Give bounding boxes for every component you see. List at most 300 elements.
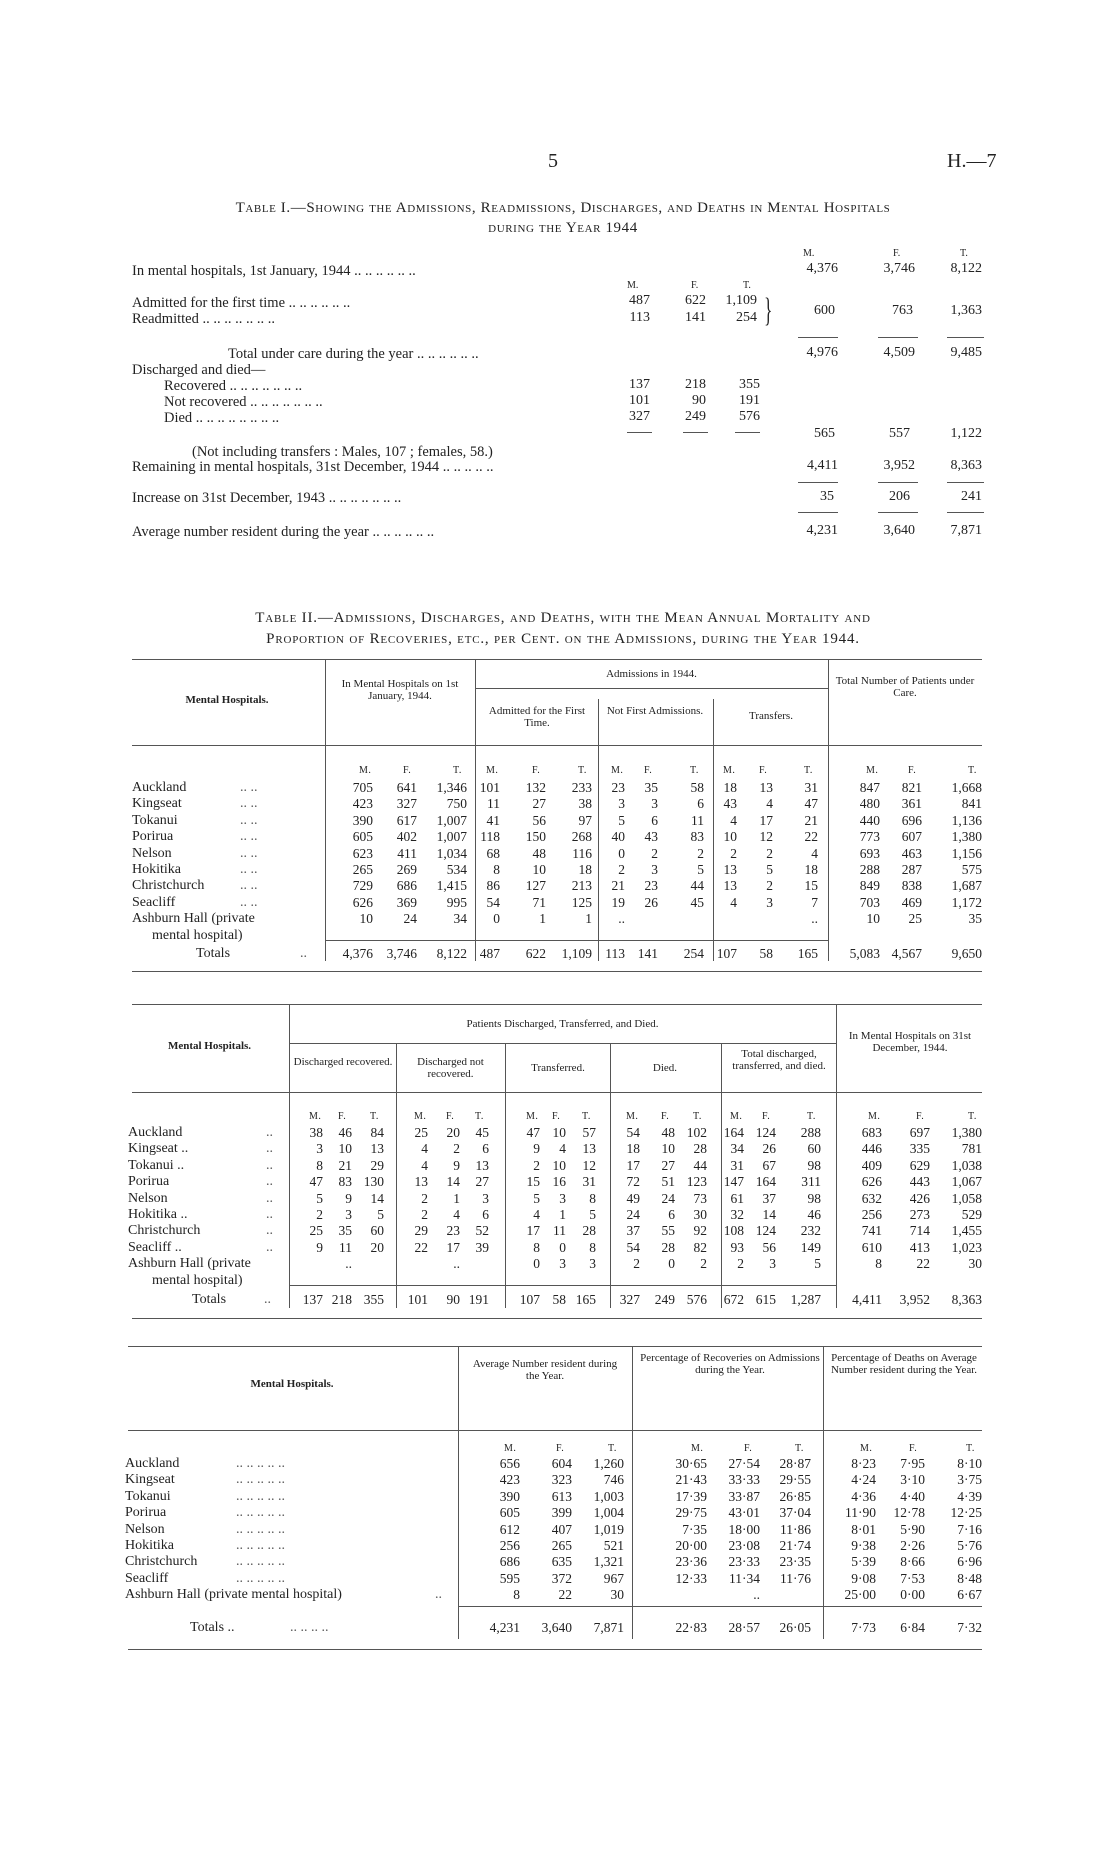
p2-cell: 130 xyxy=(363,1174,384,1190)
p2-cell: 1,380 xyxy=(951,1125,982,1140)
p3-mft: F. xyxy=(556,1443,565,1454)
p1-cell: 97 xyxy=(578,812,592,828)
p3-cell: 12·33 xyxy=(675,1570,707,1586)
p1-cell: 18 xyxy=(804,862,818,877)
p1-mft: M. xyxy=(486,765,499,776)
p1-cell: 617 xyxy=(396,812,417,828)
p2-cell: 31 xyxy=(582,1174,596,1190)
p3-hospital-name: Kingseat xyxy=(125,1472,175,1488)
p2-cell: 92 xyxy=(693,1223,707,1239)
p2-col-hospitals: Mental Hospitals. xyxy=(167,1040,252,1052)
p3-hospital-name: Auckland xyxy=(125,1456,180,1471)
p2-cell: 4 xyxy=(533,1207,540,1222)
p2-cell: 4 xyxy=(453,1207,460,1222)
total-m: 4,976 xyxy=(806,345,838,360)
row-dd-label: Discharged and died— xyxy=(132,362,266,378)
p2-mft: F. xyxy=(661,1111,670,1122)
p1-cell: 2 xyxy=(730,845,737,861)
p2-mft: T. xyxy=(807,1111,816,1122)
first-t: 1,109 xyxy=(725,293,757,308)
p3-cell: 8·10 xyxy=(957,1456,982,1471)
p1-hospital-name: Seacliff xyxy=(132,894,176,910)
p2-cell: 14 xyxy=(762,1207,776,1222)
readm-f: 141 xyxy=(685,310,706,325)
p2-cell: 16 xyxy=(552,1174,566,1190)
start-f: 3,746 xyxy=(883,261,915,276)
p2-cell: 123 xyxy=(686,1174,707,1190)
p3-cell: 1,004 xyxy=(593,1505,624,1521)
p1-cell: 4 xyxy=(766,796,773,812)
p3-cell: 30 xyxy=(610,1587,624,1603)
p1-cell: 13 xyxy=(723,878,737,894)
table2-title-line2: Proportion of Recoveries, etc., per Cent. on the Admissions, during the Year 1944. xyxy=(266,631,860,647)
p1-dots: .. xyxy=(300,946,307,961)
p1-hospital-name: Auckland xyxy=(132,780,187,795)
p1-col-care: Total Number of Patients under Care. xyxy=(835,675,975,699)
p2-cell: 30 xyxy=(968,1256,982,1272)
p3-mft: F. xyxy=(909,1443,918,1454)
p1-cell: 327 xyxy=(396,796,417,812)
p3-mft: M. xyxy=(504,1443,517,1454)
p1-cell: 1,668 xyxy=(951,780,982,795)
p1-cell: 841 xyxy=(961,796,982,812)
p2-cell: 44 xyxy=(693,1157,707,1173)
p2-cell: 311 xyxy=(801,1174,821,1190)
p1-cell: 288 xyxy=(859,862,880,877)
p2-total-cell: 327 xyxy=(619,1292,640,1307)
p2-cell: 11 xyxy=(339,1239,352,1255)
p1-total-cell: 1,109 xyxy=(561,946,592,961)
p1-cell: 626 xyxy=(352,894,373,910)
p3-cell: 22 xyxy=(558,1587,572,1603)
p2-total-cell: 58 xyxy=(552,1292,566,1307)
p2-cell: 51 xyxy=(661,1174,675,1190)
p1-cell: 361 xyxy=(901,796,922,812)
p2-mft: M. xyxy=(414,1111,427,1122)
p2-cell: 1 xyxy=(559,1207,566,1222)
p2-cell: 11 xyxy=(553,1223,566,1239)
p2-cell: 21 xyxy=(338,1157,352,1173)
p3-cell: 23·36 xyxy=(675,1554,707,1570)
p1-cell: 1 xyxy=(539,911,546,927)
rule xyxy=(947,482,984,483)
p3-hospital-name: Ashburn Hall (private mental hospital) xyxy=(125,1587,342,1603)
p3-cell: 29·55 xyxy=(779,1472,811,1488)
p1-cell: 101 xyxy=(479,780,500,795)
part1-header-rule xyxy=(132,745,982,746)
p2-total-cell: 101 xyxy=(407,1292,428,1307)
p1-cell: 402 xyxy=(396,829,417,845)
p1-mft: M. xyxy=(866,765,879,776)
p2-mft: T. xyxy=(475,1111,484,1122)
p3-mft: F. xyxy=(744,1443,753,1454)
p1-cell: 48 xyxy=(532,845,546,861)
p2-cell: 288 xyxy=(800,1125,821,1140)
p2-cell: 8 xyxy=(589,1239,596,1255)
p1-cell: 3 xyxy=(618,796,625,812)
p3-cell: 7·16 xyxy=(957,1521,982,1537)
p2-cell: 8 xyxy=(589,1190,596,1206)
row-avg-label: Average number resident during the year .. .. .. .. .. .. xyxy=(132,524,435,540)
p1-cell: 6 xyxy=(651,812,658,828)
rule xyxy=(475,688,828,689)
p1-cell: 696 xyxy=(901,812,922,828)
rem-m: 4,411 xyxy=(807,458,838,473)
p1-cell: 45 xyxy=(690,894,704,910)
p2-cell: 3 xyxy=(316,1141,323,1157)
p1-cell: 27 xyxy=(532,796,546,812)
p3-cell: 17·39 xyxy=(675,1488,707,1504)
p2-cell: 409 xyxy=(861,1157,882,1173)
p3-cell: 5·76 xyxy=(957,1538,982,1553)
p2-col-end: In Mental Hospitals on 31st December, 1944. xyxy=(848,1030,972,1054)
p3-cell: 2·26 xyxy=(900,1538,925,1553)
p1-cell: 43 xyxy=(723,796,737,812)
total-f: 4,509 xyxy=(883,345,915,360)
part2-bottom-rule xyxy=(132,1318,982,1319)
p3-cell: 7·35 xyxy=(682,1521,707,1537)
adm-tot-m: 600 xyxy=(814,303,835,318)
p1-cell: 1,380 xyxy=(951,829,982,845)
p1-cell: 1,172 xyxy=(951,894,982,910)
p3-cell: 8·23 xyxy=(851,1456,876,1471)
p1-total-cell: 165 xyxy=(797,946,818,961)
p2-cell: 426 xyxy=(909,1190,930,1206)
p2-hospital-name: Hokitika .. xyxy=(128,1207,188,1222)
p2-col-died: Died. xyxy=(652,1062,678,1074)
brace: } xyxy=(764,292,773,329)
p3-cell: 746 xyxy=(603,1472,624,1488)
p1-cell: 469 xyxy=(901,894,922,910)
p2-cell: 14 xyxy=(446,1174,460,1190)
p2-cell: .. xyxy=(453,1256,460,1272)
p3-col-death: Percentage of Deaths on Average Number resident during the Year. xyxy=(830,1352,978,1376)
p3-cell: 613 xyxy=(551,1488,572,1504)
p1-cell: 3 xyxy=(766,894,773,910)
p2-cell: 47 xyxy=(309,1174,323,1190)
p1-cell: .. xyxy=(618,911,625,927)
vrule xyxy=(458,1346,459,1639)
p1-cell: 463 xyxy=(901,845,922,861)
p2-cell: 5 xyxy=(377,1207,384,1222)
p3-dots: .. .. .. .. .. xyxy=(236,1538,285,1553)
p3-hospital-name: Porirua xyxy=(125,1505,167,1521)
p1-total-cell: 107 xyxy=(716,946,737,961)
p2-cell: 10 xyxy=(661,1141,675,1157)
p2-cell: 232 xyxy=(800,1223,821,1239)
p2-cell: 8 xyxy=(316,1157,323,1173)
p1-cell: .. xyxy=(811,911,818,927)
died-t: 576 xyxy=(739,409,760,424)
p3-col-hospitals: Mental Hospitals. xyxy=(250,1378,334,1390)
p2-cell: 1,058 xyxy=(951,1190,982,1206)
p1-cell: 641 xyxy=(396,780,417,795)
p2-cell: 2 xyxy=(316,1207,323,1222)
p2-dots: .. xyxy=(266,1207,273,1222)
p1-cell: 0 xyxy=(493,911,500,927)
p2-total-cell: 3,952 xyxy=(899,1292,930,1307)
p3-total-cell: 4,231 xyxy=(489,1620,520,1635)
p2-mft: M. xyxy=(868,1111,881,1122)
p3-cell: 8·48 xyxy=(957,1570,982,1586)
p1-cell: 2 xyxy=(651,845,658,861)
p2-mft: M. xyxy=(309,1111,322,1122)
p2-cell: 82 xyxy=(693,1239,707,1255)
p3-cell: 604 xyxy=(551,1456,572,1471)
p2-cell: 93 xyxy=(730,1239,744,1255)
p1-cell: 10 xyxy=(723,829,737,845)
p1-cell: 116 xyxy=(572,845,592,861)
p1-cell: 54 xyxy=(486,894,500,910)
nrec-m: 101 xyxy=(629,393,650,408)
p2-mft: T. xyxy=(582,1111,591,1122)
table2-title-line1: Table II.—Admissions, Discharges, and Deaths, with the Mean Annual Mortality and xyxy=(255,610,871,626)
rule xyxy=(798,512,838,513)
p2-cell: 2 xyxy=(453,1141,460,1157)
p2-cell: 335 xyxy=(909,1141,930,1157)
dd-tot-m: 565 xyxy=(814,426,835,441)
p1-hospital-name: Christchurch xyxy=(132,878,205,894)
died-f: 249 xyxy=(685,409,706,424)
p2-cell: 3 xyxy=(559,1190,566,1206)
p1-cell: 729 xyxy=(352,878,373,894)
p1-cell: 1,136 xyxy=(951,812,982,828)
p1-cell: 5 xyxy=(618,812,625,828)
part2-top-rule xyxy=(132,1004,982,1005)
p3-cell: 323 xyxy=(551,1472,572,1488)
p2-cell: 626 xyxy=(861,1174,882,1190)
p2-dots: .. xyxy=(266,1190,273,1206)
p2-cell: 108 xyxy=(723,1223,744,1239)
p1-cell: 2 xyxy=(618,862,625,877)
p3-col-rec: Percentage of Recoveries on Admissions during the Year. xyxy=(640,1352,820,1376)
p1-mft: F. xyxy=(908,765,917,776)
p1-total-cell: 4,567 xyxy=(891,946,922,961)
first-m: 487 xyxy=(629,293,650,308)
p1-col-first: Admitted for the First Time. xyxy=(488,705,586,729)
p1-mft: F. xyxy=(403,765,412,776)
rem-t: 8,363 xyxy=(950,458,982,473)
row-inc-label: Increase on 31st December, 1943 .. .. .. .. .. .. .. xyxy=(132,490,402,506)
p2-cell: 610 xyxy=(861,1239,882,1255)
p2-cell: 55 xyxy=(661,1223,675,1239)
part3-bottom-rule xyxy=(128,1649,982,1650)
total-t: 9,485 xyxy=(950,345,982,360)
p2-dots: .. xyxy=(266,1157,273,1173)
p2-cell: 5 xyxy=(589,1207,596,1222)
p2-dots: .. xyxy=(266,1125,273,1140)
p2-cell: 9 xyxy=(316,1239,323,1255)
p1-hospital-name: Kingseat xyxy=(132,796,182,812)
p1-cell: 623 xyxy=(352,845,373,861)
p2-total-cell: 90 xyxy=(446,1292,460,1307)
part1-top-rule xyxy=(132,659,982,660)
rule xyxy=(458,1606,982,1607)
p2-cell: 1,455 xyxy=(951,1223,982,1239)
p1-cell: 35 xyxy=(644,780,658,795)
p3-cell: .. xyxy=(753,1587,760,1603)
p3-hospital-name: Tokanui xyxy=(125,1488,171,1504)
p2-cell: 9 xyxy=(533,1141,540,1157)
p1-mft: M. xyxy=(359,765,372,776)
p1-cell: 35 xyxy=(968,911,982,927)
p1-cell: 233 xyxy=(571,780,592,795)
p2-cell: 20 xyxy=(370,1239,384,1255)
p3-cell: 595 xyxy=(499,1570,520,1586)
p2-cell: 3 xyxy=(482,1190,489,1206)
rule xyxy=(683,432,708,433)
rule xyxy=(289,1043,836,1044)
p2-cell: 2 xyxy=(633,1256,640,1272)
p1-cell: 849 xyxy=(859,878,880,894)
p1-cell: 2 xyxy=(697,845,704,861)
p2-cell: 102 xyxy=(686,1125,707,1140)
p2-cell: 17 xyxy=(626,1157,640,1173)
p1-col-admissions: Admissions in 1944. xyxy=(606,668,697,680)
rule xyxy=(947,337,984,338)
p2-cell: 0 xyxy=(668,1256,675,1272)
table2-title xyxy=(132,608,994,650)
p3-cell: 11·76 xyxy=(780,1570,811,1586)
rule xyxy=(325,940,828,941)
p2-total-cell: 191 xyxy=(468,1292,489,1307)
p2-cell: 124 xyxy=(755,1125,776,1140)
p1-mft: T. xyxy=(690,765,699,776)
row-nrec-label: Not recovered .. .. .. .. .. .. .. xyxy=(164,394,323,410)
p1-cell: 25 xyxy=(908,911,922,927)
p2-cell: 25 xyxy=(309,1223,323,1239)
adm-tot-f: 763 xyxy=(892,303,913,318)
p2-col-nrec: Discharged not recovered. xyxy=(417,1056,484,1080)
p2-cell: 147 xyxy=(723,1174,744,1190)
row-rec-label: Recovered .. .. .. .. .. .. .. xyxy=(164,378,303,394)
p2-total-cell: 249 xyxy=(654,1292,675,1307)
p1-cell: 15 xyxy=(804,878,818,894)
p2-cell: 27 xyxy=(661,1157,675,1173)
nrec-t: 191 xyxy=(739,393,760,408)
p3-hospital-name: Nelson xyxy=(125,1521,165,1537)
p2-cell: 124 xyxy=(755,1223,776,1239)
p2-cell: 3 xyxy=(559,1256,566,1272)
p3-cell: 37·04 xyxy=(779,1505,811,1521)
p1-cell: 390 xyxy=(352,812,373,828)
p3-total-cell: 3,640 xyxy=(541,1620,572,1635)
p2-cell: 1,023 xyxy=(951,1239,982,1255)
p3-cell: 390 xyxy=(499,1488,520,1504)
p2-cell: 32 xyxy=(730,1207,744,1222)
p1-cell: 125 xyxy=(571,894,592,910)
p2-cell: 28 xyxy=(582,1223,596,1239)
p2-cell: 29 xyxy=(414,1223,428,1239)
rule xyxy=(289,1285,836,1286)
p3-cell: 1,003 xyxy=(593,1488,624,1504)
p3-total-cell: 7,871 xyxy=(593,1620,624,1635)
p2-cell: 34 xyxy=(730,1141,744,1157)
p1-cell: 686 xyxy=(396,878,417,894)
p2-cell: 1,038 xyxy=(951,1157,982,1173)
p1-cell: 575 xyxy=(961,862,982,877)
p3-cell: 8 xyxy=(513,1587,520,1603)
p2-cell: 149 xyxy=(800,1239,821,1255)
inc-f: 206 xyxy=(889,489,910,504)
p2-total-cell: 218 xyxy=(331,1292,352,1307)
p2-mft: F. xyxy=(916,1111,925,1122)
p2-dots: .. xyxy=(266,1223,273,1239)
p3-cell: 43·01 xyxy=(728,1505,760,1521)
p3-totals-label: Totals .. xyxy=(190,1620,235,1635)
p3-dots: .. .. .. .. .. xyxy=(236,1472,285,1488)
p1-cell: 287 xyxy=(901,862,922,877)
p2-mft: F. xyxy=(552,1111,561,1122)
p1-cell: 31 xyxy=(804,780,818,795)
p3-dots: .. .. .. .. .. xyxy=(236,1456,285,1471)
p3-cell: 612 xyxy=(499,1521,520,1537)
row-total-label: Total under care during the year .. .. .. .. .. .. xyxy=(228,346,479,362)
p1-cell: 21 xyxy=(611,878,625,894)
table1-title-line1: Table I.—Showing the Admissions, Readmissions, Discharges, and Deaths in Mental Hospitals xyxy=(235,200,891,216)
p2-hospital-name: Auckland xyxy=(128,1125,183,1140)
p1-mft: F. xyxy=(532,765,541,776)
p2-hospital-name: Seacliff .. xyxy=(128,1239,182,1255)
p2-hospital-name: Ashburn Hall (private xyxy=(128,1256,251,1272)
p2-cell: 1,067 xyxy=(951,1174,982,1190)
p3-dots: .. .. .. .. .. xyxy=(236,1505,285,1521)
p2-mft: M. xyxy=(730,1111,743,1122)
p3-cell: 8·66 xyxy=(900,1554,925,1570)
p1-total-cell: 8,122 xyxy=(436,946,467,961)
p2-cell: 10 xyxy=(552,1157,566,1173)
p2-cell: 9 xyxy=(453,1157,460,1173)
rule xyxy=(878,482,918,483)
p3-dots: .. .. .. .. .. xyxy=(236,1521,285,1537)
p1-cell: 34 xyxy=(453,911,467,927)
p2-cell: 26 xyxy=(762,1141,776,1157)
p1-cell: 40 xyxy=(611,829,625,845)
p2-cell: 24 xyxy=(661,1190,675,1206)
nrec-f: 90 xyxy=(692,393,706,408)
p1-cell: 838 xyxy=(901,878,922,894)
p1-totals-label: Totals xyxy=(196,946,231,961)
p3-mft: T. xyxy=(966,1443,975,1454)
p2-cell: 57 xyxy=(582,1125,596,1140)
p1-total-cell: 113 xyxy=(605,946,625,961)
p3-cell: 5·90 xyxy=(900,1521,925,1537)
p3-cell: 423 xyxy=(499,1472,520,1488)
p2-cell: 13 xyxy=(475,1157,489,1173)
p2-cell: 98 xyxy=(807,1157,821,1173)
p2-cell: 13 xyxy=(414,1174,428,1190)
p1-cell: 43 xyxy=(644,829,658,845)
p2-cell: 3 xyxy=(345,1207,352,1222)
p2-cell: 98 xyxy=(807,1190,821,1206)
p1-total-cell: 4,376 xyxy=(342,946,373,961)
p1-total-cell: 58 xyxy=(759,946,773,961)
p1-total-cell: 3,746 xyxy=(386,946,417,961)
p3-total-cell: 6·84 xyxy=(900,1620,925,1635)
p2-cell: 3 xyxy=(769,1256,776,1272)
p2-hospital-name: Christchurch xyxy=(128,1223,201,1239)
p1-cell: 5 xyxy=(766,862,773,877)
p3-cell: 4·39 xyxy=(957,1488,982,1504)
p2-cell: 13 xyxy=(370,1141,384,1157)
p1-cell: 440 xyxy=(859,812,880,828)
p3-dots: .. .. .. .. .. xyxy=(236,1488,285,1504)
p2-cell: 22 xyxy=(916,1256,930,1272)
p1-cell: 12 xyxy=(759,829,773,845)
p2-cell: 30 xyxy=(693,1207,707,1222)
p3-cell: 26·85 xyxy=(779,1488,811,1504)
p3-cell: 29·75 xyxy=(675,1505,707,1521)
